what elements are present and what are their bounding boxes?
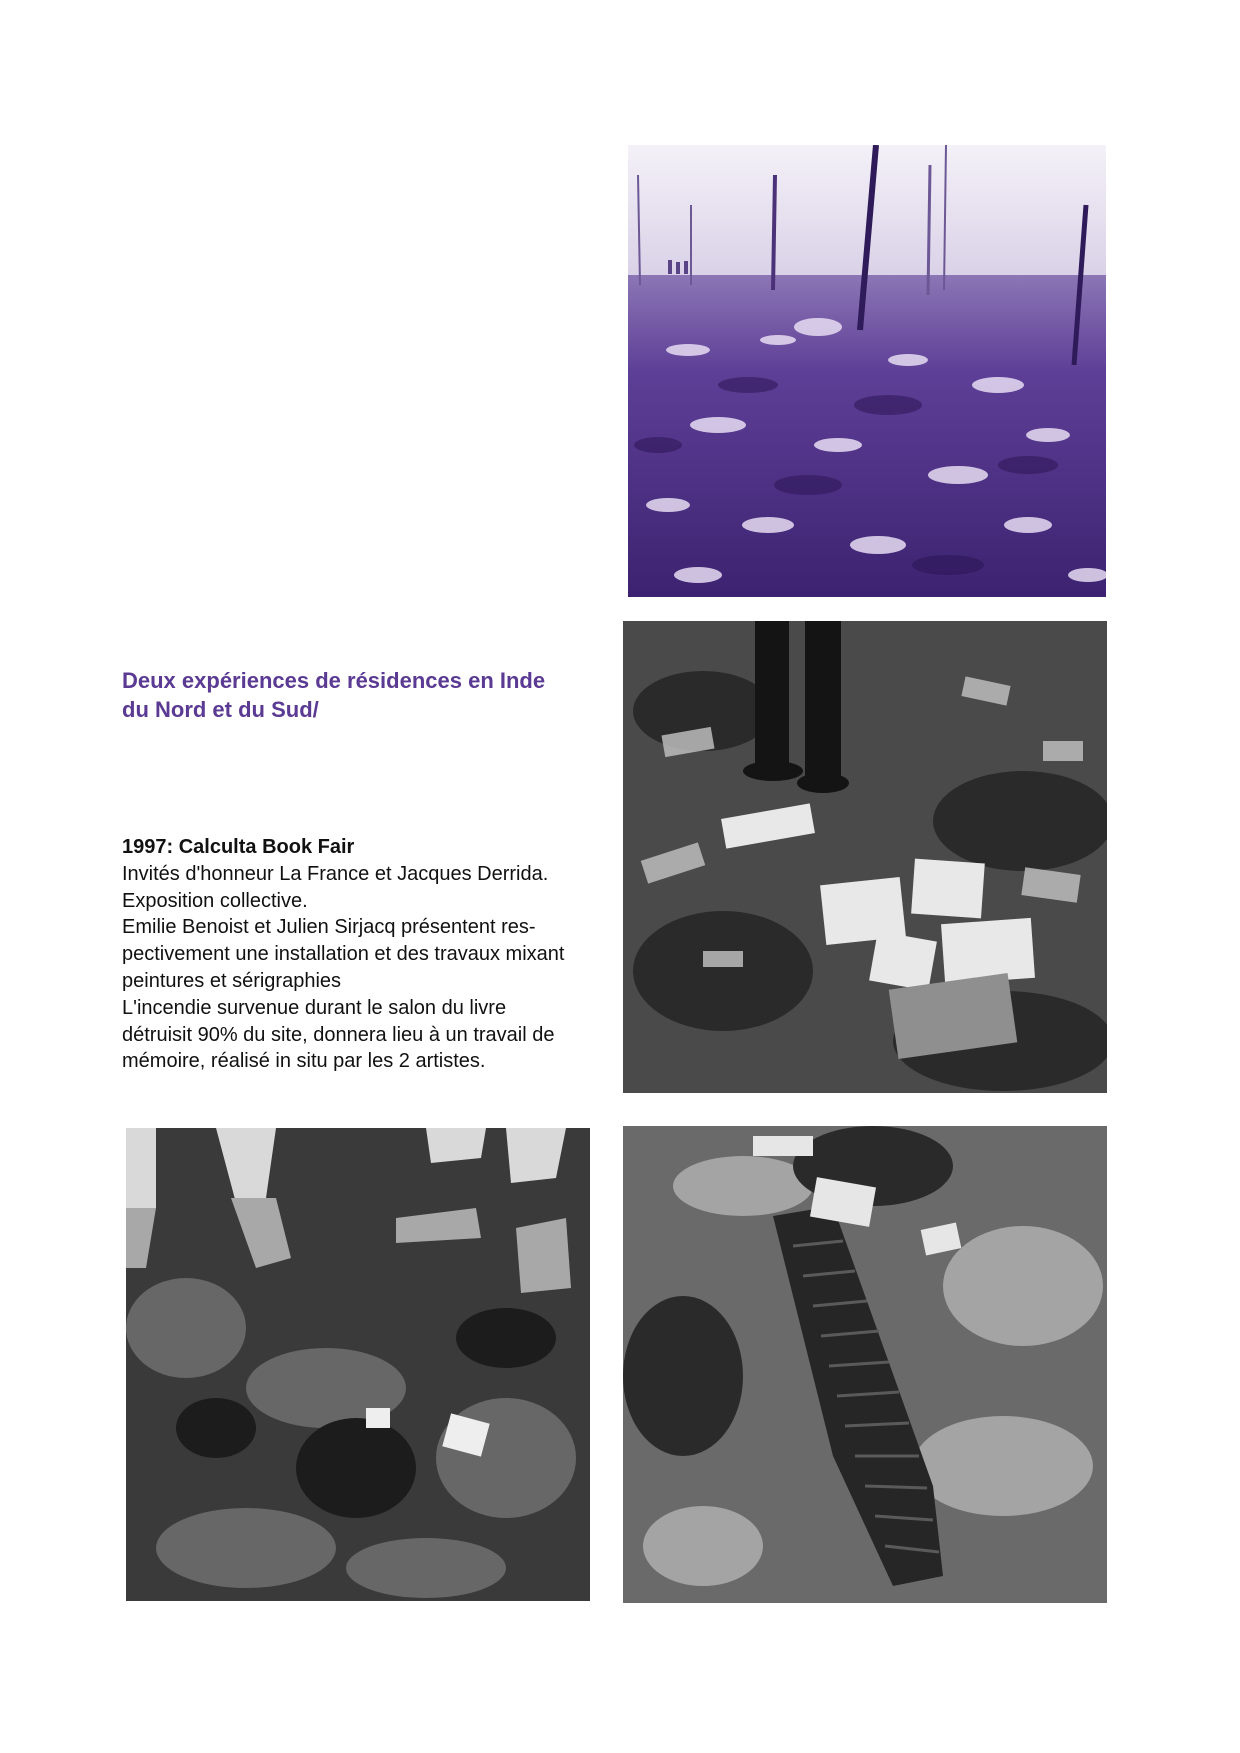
description-line-2: Exposition collective. <box>122 889 308 912</box>
photo-feet-on-ash <box>126 1128 590 1601</box>
description-line-4: pectivement une installation et des travaux mixant <box>122 943 565 966</box>
description-line-1: Invités d'honneur La France et Jacques Derrida. <box>122 862 549 885</box>
description-line-8: mémoire, réalisé in situ par les 2 artistes. <box>122 1050 486 1073</box>
description-line-6: L'incendie survenue durant le salon du livre <box>122 996 507 1019</box>
photo-legs-on-burned-papers <box>623 621 1107 1093</box>
heading-line-2: du Nord et du Sud/ <box>122 697 319 722</box>
heading-line-1: Deux expériences de résidences en Inde <box>122 668 546 693</box>
description-block <box>122 834 622 1075</box>
event-subtitle: 1997: Calculta Book Fair <box>122 836 355 858</box>
description-line-3: Emilie Benoist et Julien Sirjacq présentent res- <box>122 916 536 939</box>
description-line-5: peintures et sérigraphies <box>122 969 342 992</box>
section-heading <box>122 666 622 724</box>
description-line-7: détruisit 90% du site, donnera lieu à un travail de <box>122 1023 555 1046</box>
photo-burned-field-purple <box>628 145 1106 597</box>
photo-charred-book-remains <box>623 1126 1107 1603</box>
